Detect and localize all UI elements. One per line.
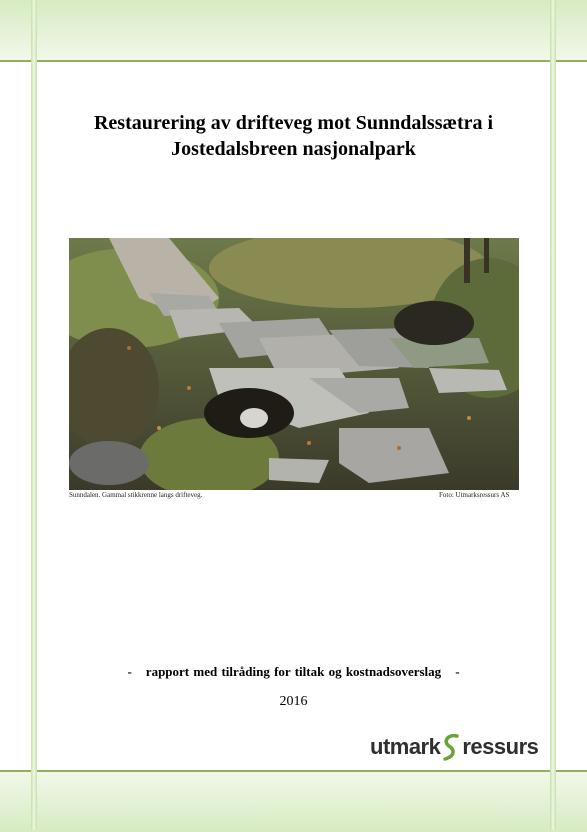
report-subtitle xyxy=(60,664,527,680)
bottom-decorative-band xyxy=(0,770,587,832)
title-line-2: Jostedalsbreen nasjonalpark xyxy=(171,138,416,160)
top-decorative-band xyxy=(0,0,587,62)
stone-path-photo xyxy=(69,238,519,490)
logo-text-left: utmark xyxy=(370,734,441,759)
photo-credit: Foto: Utmarksressurs AS xyxy=(439,491,510,499)
cover-photo xyxy=(69,238,519,490)
subtitle-text: rapport med tilråding for tiltak og kostnadsoverslag xyxy=(145,664,442,679)
right-frame-line xyxy=(550,0,556,830)
logo-swirl-icon xyxy=(441,732,461,762)
utmarksressurs-logo xyxy=(370,730,538,764)
document-title xyxy=(60,110,527,162)
photo-caption: Sunndalen. Gammal stikkrenne langs drifteveg. xyxy=(69,491,203,499)
subtitle-dash-left: - xyxy=(127,664,132,679)
logo-text-right: ressurs xyxy=(462,734,539,759)
title-line-1: Restaurering av drifteveg mot Sunndalssætra i xyxy=(93,112,494,134)
subtitle-dash-right: - xyxy=(455,664,460,679)
report-year: 2016 xyxy=(279,694,308,709)
